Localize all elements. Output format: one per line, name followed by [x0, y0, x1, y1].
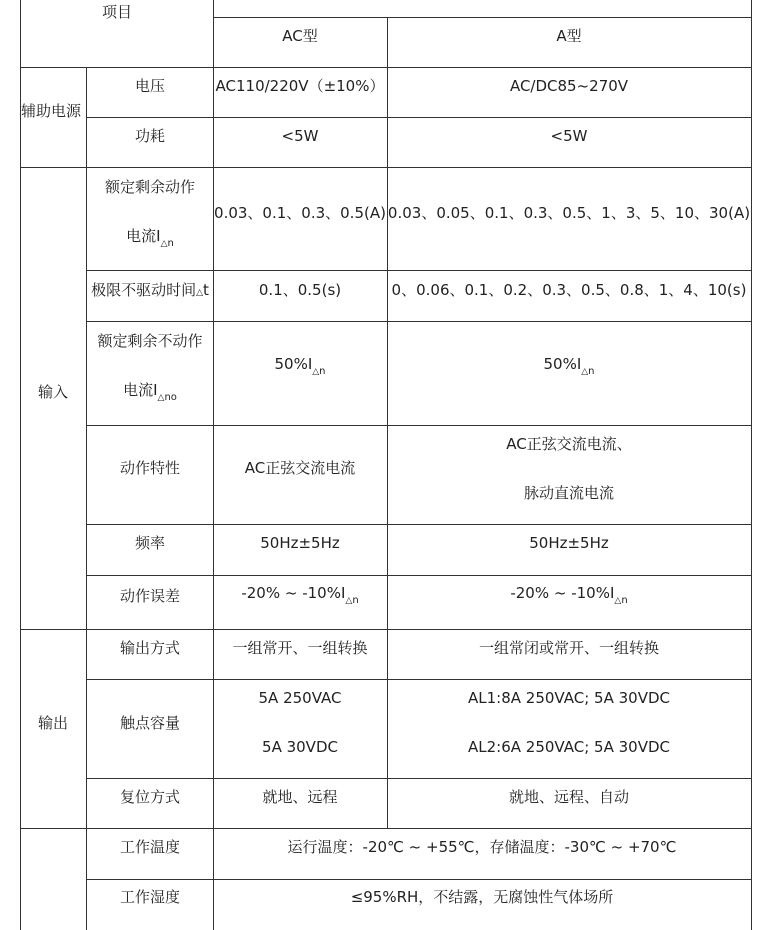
- a-contact-capacity-1: AL1:8A 250VAC; 5A 30VDC: [468, 689, 670, 707]
- ac-frequency: 50Hz±5Hz: [260, 534, 340, 552]
- label-power: 功耗: [134, 127, 166, 145]
- ac-output-mode: 一组常开、一组转换: [232, 639, 368, 657]
- label-operating-characteristic: 动作特性: [119, 459, 181, 477]
- label-operating-humidity: 工作湿度: [119, 888, 181, 906]
- label-rated-residual-current-1: 额定剩余动作: [104, 178, 196, 196]
- a-reset-mode: 就地、远程、自动: [508, 788, 630, 806]
- group-aux-power: 辅助电源: [21, 102, 82, 120]
- label-operating-temperature: 工作温度: [119, 838, 181, 856]
- a-voltage: AC/DC85~270V: [509, 77, 629, 95]
- operating-humidity-value: ≤95%RH，不结露，无腐蚀性气体场所: [350, 888, 614, 906]
- ac-reset-mode: 就地、远程: [262, 788, 338, 806]
- a-frequency: 50Hz±5Hz: [529, 534, 609, 552]
- a-operating-characteristic-2: 脉动直流电流: [523, 484, 615, 502]
- label-rated-non-operating-current-1: 额定剩余不动作: [97, 332, 203, 350]
- label-reset-mode: 复位方式: [119, 788, 181, 806]
- ac-voltage: AC110/220V（±10%）: [215, 77, 385, 95]
- ac-power: <5W: [281, 127, 319, 145]
- label-frequency: 频率: [134, 534, 166, 552]
- ac-operating-error: -20% ~ $-10\%I_{\triangle n}$: [241, 584, 359, 606]
- label-rated-non-operating-current-2: 电流$I_{\triangle no}$: [123, 381, 177, 403]
- header-ac-type: AC型: [282, 27, 318, 45]
- ac-operating-characteristic: AC正弦交流电流: [244, 459, 356, 477]
- ac-limit-no-drive-time: 0.1、0.5(s): [258, 281, 342, 299]
- a-power: <5W: [550, 127, 588, 145]
- group-input: 输入: [37, 383, 69, 401]
- ac-rated-non-operating-current: $50\%I_{\triangle n}$: [274, 355, 326, 377]
- a-operating-characteristic-1: AC正弦交流电流、: [506, 435, 632, 453]
- a-rated-residual-current: 0.03、0.05、0.1、0.3、0.5、1、3、5、10、30(A): [387, 204, 751, 222]
- label-limit-no-drive-time: 极限不驱动时间△t: [91, 281, 209, 299]
- a-contact-capacity-2: AL2:6A 250VAC; 5A 30VDC: [468, 738, 670, 756]
- label-operating-error: 动作误差: [119, 587, 181, 605]
- label-contact-capacity: 触点容量: [119, 714, 181, 732]
- a-rated-non-operating-current: $50\%I_{\triangle n}$: [543, 355, 595, 377]
- ac-rated-residual-current: 0.03、0.1、0.3、0.5(A): [214, 204, 386, 222]
- ac-contact-capacity-1: 5A 250VAC: [258, 689, 342, 707]
- a-limit-no-drive-time: 0、0.06、0.1、0.2、0.3、0.5、0.8、1、4、10(s): [391, 281, 747, 299]
- label-voltage: 电压: [134, 77, 166, 95]
- header-item: 项目: [101, 3, 133, 21]
- operating-temperature-value: 运行温度：-20℃ ~ +55℃，存储温度：-30℃ ~ +70℃: [287, 838, 677, 856]
- ac-contact-capacity-2: 5A 30VDC: [262, 738, 338, 756]
- a-operating-error: -20% ~ $-10\%I_{\triangle n}$: [510, 584, 628, 606]
- label-output-mode: 输出方式: [119, 639, 181, 657]
- label-rated-residual-current-2: 电流$I_{\triangle n}$: [126, 227, 174, 249]
- header-a-type: A型: [556, 27, 582, 45]
- a-output-mode: 一组常闭或常开、一组转换: [478, 639, 660, 657]
- group-output: 输出: [37, 714, 69, 732]
